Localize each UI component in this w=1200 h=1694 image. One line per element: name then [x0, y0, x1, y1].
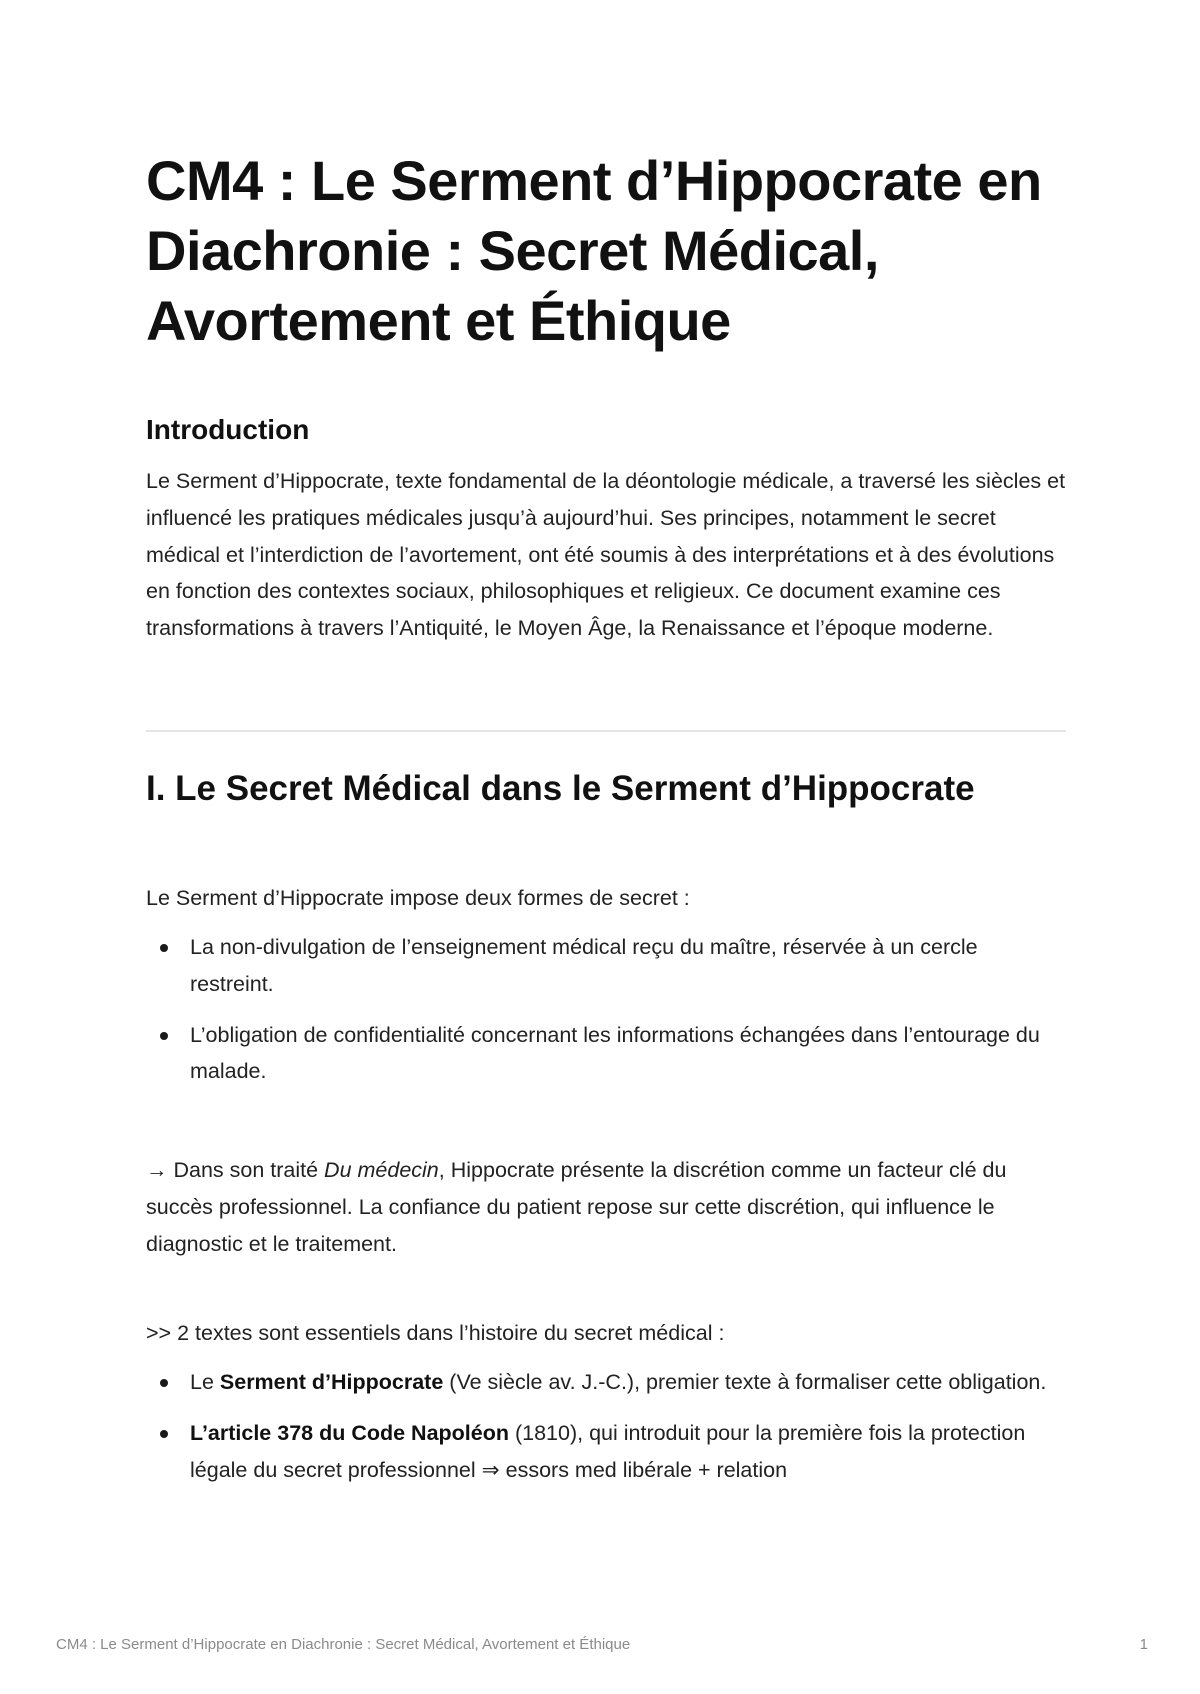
list-item [146, 1415, 1066, 1489]
list-item-prefix: Le [190, 1370, 220, 1394]
list-item-rest: (Ve siècle av. J.-C.), premier texte à formaliser cette obligation. [443, 1370, 1047, 1394]
list-item-rest: (1810), qui introduit pour la première fois la protection légale du secret professionnel ⇒ essors med libérale + relation [190, 1420, 1026, 1482]
footer-page-number: 1 [1139, 1636, 1148, 1653]
introduction-paragraph: Le Serment d’Hippocrate, texte fondamental de la déontologie médicale, a traversé les siècles et influencé les pratiques médicales jusqu’à aujourd’hui. Ses principes, notamment le secret médical et l’interdiction de l’avortement, ont été soumis à des interprétations et à des évolutions en fonction des contextes sociaux, philosophiques et religieux. Ce document examine ces transformations à travers l’Antiquité, le Moyen Âge, la Renaissance et l’époque moderne. [146, 469, 1066, 641]
document-title: CM4 : Le Serment d’Hippocrate en Diachronie : Secret Médical, Avortement et Éthique [146, 149, 1042, 352]
list-item-text: L’obligation de confidentialité concernant les informations échangées dans l’entourage du malade. [190, 1022, 1040, 1084]
section-1-heading: I. Le Secret Médical dans le Serment d’Hippocrate [146, 769, 975, 808]
bullet-icon [160, 944, 168, 952]
bullet-icon [160, 1379, 168, 1387]
note-rest-text: , Hippocrate présente la discrétion comme un facteur clé du succès professionnel. La confiance du patient repose sur cette discrétion, qui influence le diagnostic et le traitement. [146, 1158, 1007, 1256]
list-item-bold: Serment d’Hippocrate [219, 1370, 444, 1394]
list-item-text: La non-divulgation de l’enseignement médical reçu du maître, réservée à un cercle restreint. [190, 935, 978, 996]
essential-texts-list [146, 1364, 1066, 1502]
section-divider [146, 730, 1066, 732]
list-item-bold: L’article 378 du Code Napoléon [190, 1420, 509, 1445]
work-title: Du médecin [324, 1158, 439, 1182]
bullet-icon [160, 1430, 168, 1438]
list-item [146, 1364, 1066, 1401]
bullet-icon [160, 1032, 168, 1040]
list-item [146, 929, 1066, 1003]
introduction-heading: Introduction [146, 414, 310, 445]
secret-forms-list [146, 929, 1066, 1104]
list-item [146, 1017, 1066, 1091]
note-arrow-text: → Dans son traité [146, 1158, 325, 1182]
footer-running-title: CM4 : Le Serment d’Hippocrate en Diachronie : Secret Médical, Avortement et Éthique [56, 1636, 631, 1653]
hippocrate-note-paragraph [146, 1152, 1066, 1262]
secret-forms-intro: Le Serment d’Hippocrate impose deux formes de secret : [146, 886, 690, 910]
essential-texts-intro: >> 2 textes sont essentiels dans l’histoire du secret médical : [146, 1321, 725, 1345]
